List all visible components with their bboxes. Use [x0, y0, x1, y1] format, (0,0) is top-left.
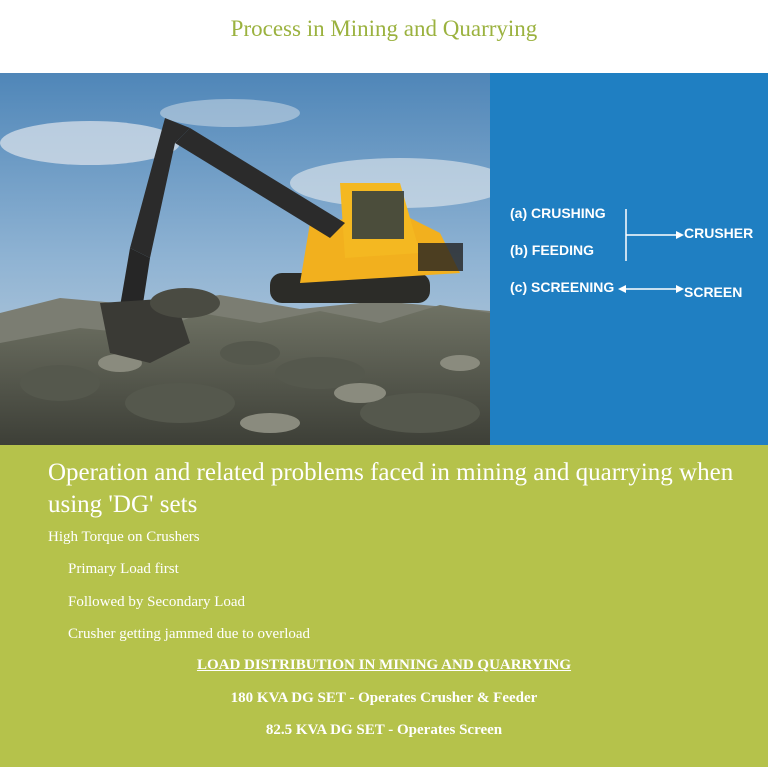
load-line: 82.5 KVA DG SET - Operates Screen — [265, 722, 503, 738]
screening-label: (c) SCREENING — [510, 279, 615, 295]
screen-label: SCREEN — [684, 284, 743, 300]
main-point: High Torque on Crushers — [48, 529, 200, 545]
page-title: Process in Mining and Quarrying — [230, 16, 538, 41]
section-heading: Operation and related problems faced in mining and quarrying when using 'DG' sets — [48, 459, 734, 518]
excavator-photo — [0, 73, 490, 445]
feeding-label: (b) FEEDING — [510, 242, 594, 258]
sub-point: Primary Load first — [68, 561, 179, 577]
connector-arrows — [490, 73, 768, 445]
sub-point: Followed by Secondary Load — [68, 594, 246, 610]
operations-section — [0, 445, 768, 767]
crusher-label: CRUSHER — [684, 225, 754, 241]
load-distribution-heading: LOAD DISTRIBUTION IN MINING AND QUARRYING — [196, 657, 572, 673]
load-line: 180 KVA DG SET - Operates Crusher & Feeder — [230, 690, 538, 706]
sub-point: Crusher getting jammed due to overload — [68, 626, 311, 642]
process-diagram — [490, 73, 768, 445]
crushing-label: (a) CRUSHING — [510, 205, 606, 221]
